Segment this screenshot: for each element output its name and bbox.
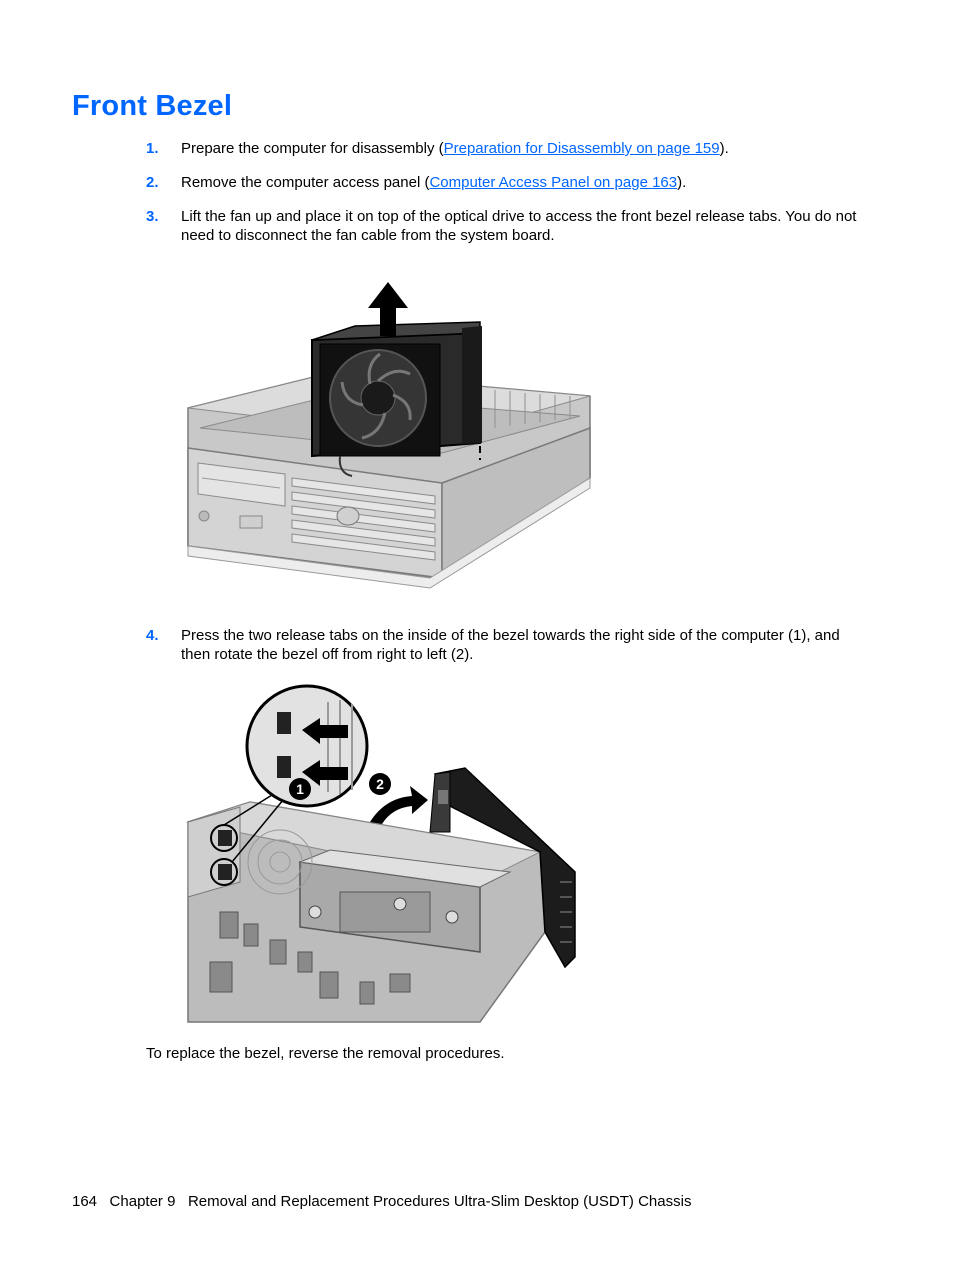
step-number: 3. bbox=[146, 208, 159, 225]
step-number: 2. bbox=[146, 174, 159, 191]
link-computer-access-panel[interactable]: Computer Access Panel on page 163 bbox=[429, 174, 678, 191]
step-number: 4. bbox=[146, 627, 159, 644]
step-text: Lift the fan up and place it on top of the optical drive to access the front bezel release tabs. You do not need to disconnect the fan cable from the system board. bbox=[181, 208, 857, 244]
step-text: Remove the computer access panel (Computer Access Panel on page 163). bbox=[181, 174, 687, 191]
chapter-label: Chapter 9 bbox=[109, 1193, 176, 1210]
callout-2: 2 bbox=[376, 776, 384, 792]
step-text: Prepare the computer for disassembly (Preparation for Disassembly on page 159). bbox=[181, 140, 729, 157]
page-title: Front Bezel bbox=[72, 90, 233, 122]
callout-1: 1 bbox=[296, 781, 304, 797]
closing-note: To replace the bezel, reverse the removal procedures. bbox=[146, 1045, 505, 1062]
chapter-title: Removal and Replacement Procedures Ultra-Slim Desktop (USDT) Chassis bbox=[187, 1193, 692, 1210]
page-footer bbox=[72, 1193, 691, 1210]
link-preparation-for-disassembly[interactable]: Preparation for Disassembly on page 159 bbox=[443, 140, 720, 157]
step-text: Press the two release tabs on the inside of the bezel towards the right side of the computer (1), and then rotate the bezel off from right to left (2). bbox=[181, 627, 840, 663]
figure-fan-removal bbox=[180, 278, 600, 590]
figure-bezel-removal bbox=[180, 682, 580, 1027]
page-number: 164 bbox=[72, 1193, 98, 1210]
step-number: 1. bbox=[146, 140, 159, 157]
